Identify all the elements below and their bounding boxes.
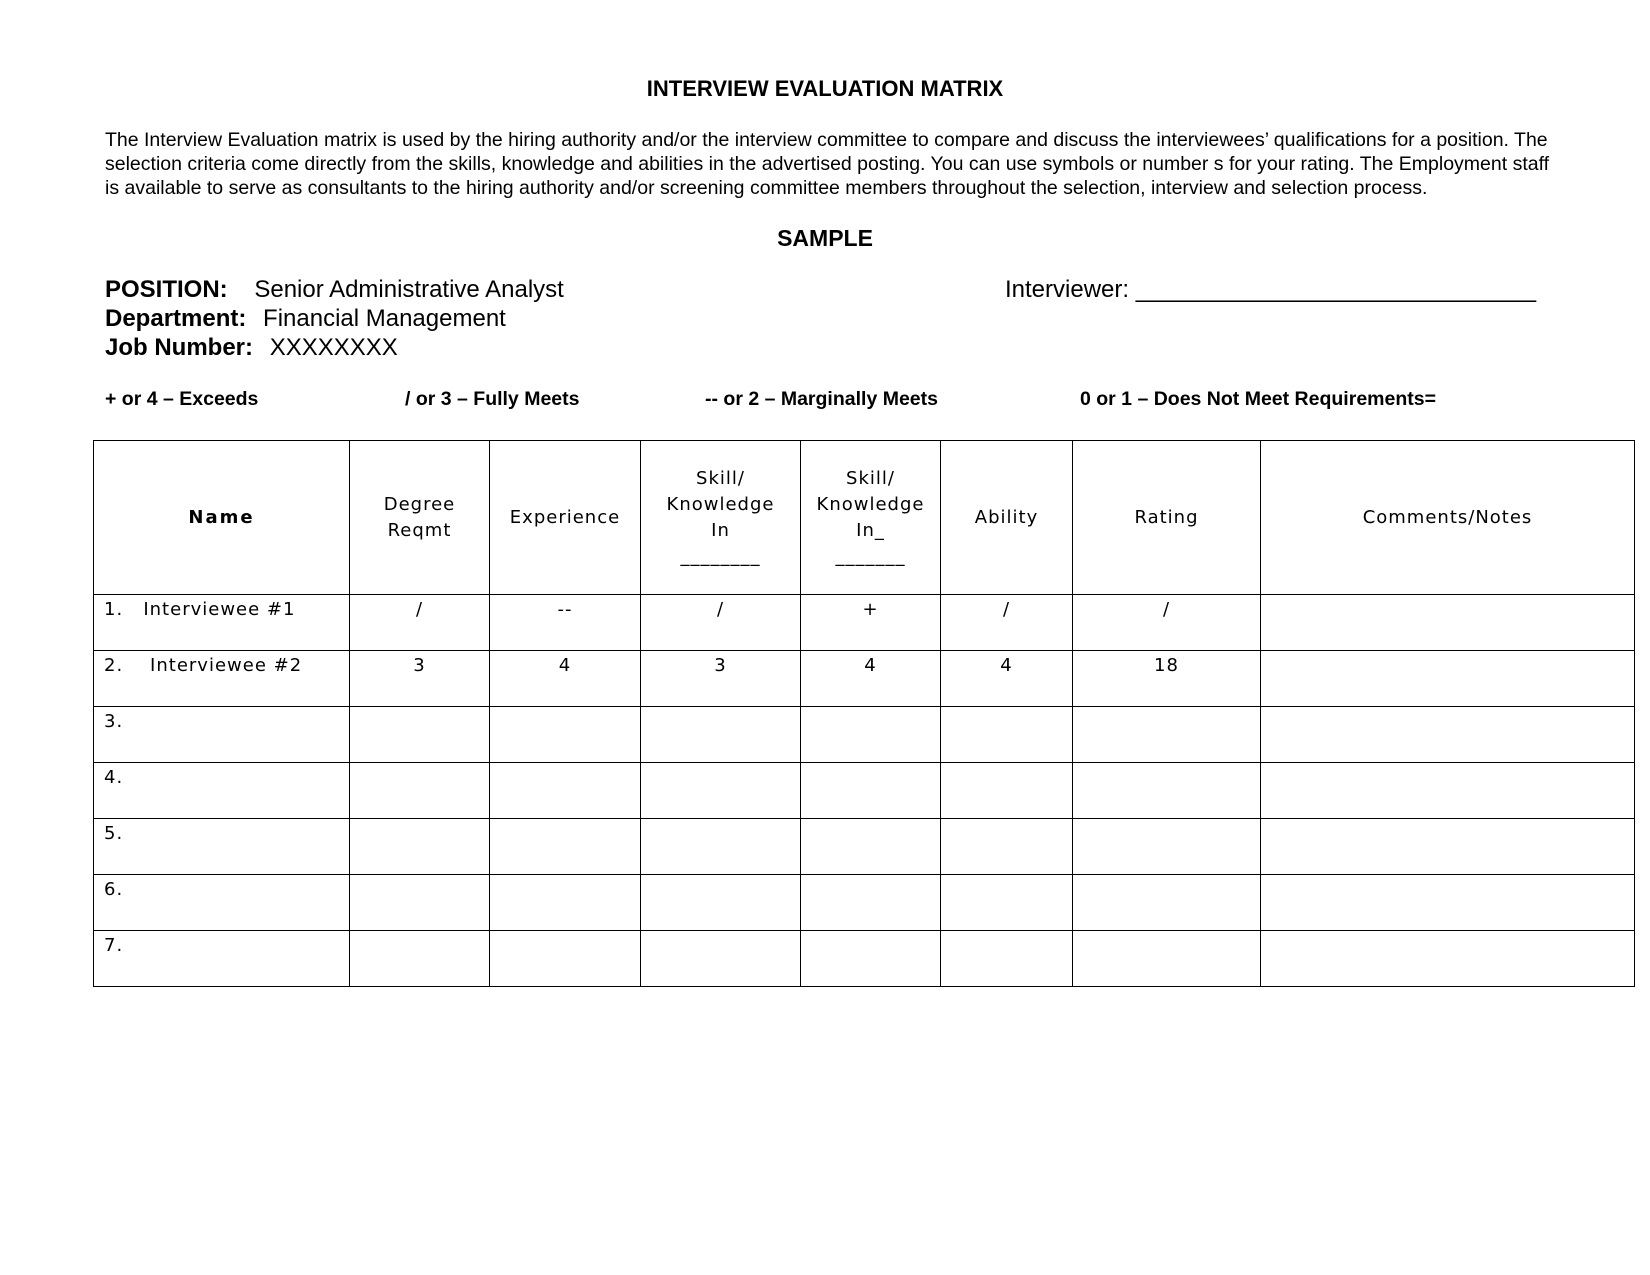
job-number-label: Job Number:: [105, 334, 254, 361]
cell-ability[interactable]: [941, 763, 1073, 819]
cell-experience[interactable]: [490, 931, 641, 987]
cell-skill-2[interactable]: [801, 931, 941, 987]
cell-comments[interactable]: [1261, 819, 1635, 875]
table-row: [94, 763, 1635, 819]
cell-rating[interactable]: [1073, 819, 1261, 875]
cell-skill-2[interactable]: +: [801, 595, 941, 651]
legend-fully-meets: / or 3 – Fully Meets: [405, 388, 580, 410]
header-ability: Ability: [941, 441, 1073, 595]
cell-experience[interactable]: 4: [490, 651, 641, 707]
header-skill-1-line2: Knowledge: [666, 493, 775, 515]
header-skill-1-line1: Skill/: [696, 467, 745, 489]
position-line: [105, 276, 564, 304]
table-row: [94, 875, 1635, 931]
cell-comments[interactable]: [1261, 707, 1635, 763]
cell-skill-1[interactable]: [641, 931, 801, 987]
cell-experience[interactable]: [490, 875, 641, 931]
cell-degree[interactable]: 3: [350, 651, 490, 707]
cell-skill-1[interactable]: [641, 763, 801, 819]
cell-skill-2[interactable]: 4: [801, 651, 941, 707]
document-title: INTERVIEW EVALUATION MATRIX: [646, 76, 1004, 101]
cell-comments[interactable]: [1261, 763, 1635, 819]
evaluation-matrix-table: [93, 440, 1635, 987]
header-rating: Rating: [1073, 441, 1261, 595]
header-degree-line1: Degree: [383, 493, 456, 515]
header-comments: Comments/Notes: [1261, 441, 1635, 595]
cell-experience[interactable]: [490, 763, 641, 819]
cell-skill-1[interactable]: [641, 875, 801, 931]
department-value: Financial Management: [263, 305, 506, 332]
cell-ability[interactable]: [941, 931, 1073, 987]
cell-skill-2[interactable]: [801, 707, 941, 763]
cell-name: 6.: [94, 875, 350, 931]
table-row: [94, 931, 1635, 987]
cell-ability[interactable]: /: [941, 595, 1073, 651]
legend-does-not-meet: 0 or 1 – Does Not Meet Requirements=: [1080, 388, 1436, 410]
interviewer-line: [1005, 276, 1536, 304]
cell-rating[interactable]: [1073, 763, 1261, 819]
header-degree-line2: Reqmt: [387, 519, 452, 541]
job-number-line: [105, 334, 398, 362]
cell-comments[interactable]: [1261, 875, 1635, 931]
cell-skill-1[interactable]: [641, 707, 801, 763]
cell-degree[interactable]: /: [350, 595, 490, 651]
cell-skill-2[interactable]: [801, 875, 941, 931]
cell-comments[interactable]: [1261, 595, 1635, 651]
cell-degree[interactable]: [350, 707, 490, 763]
table-row: [94, 819, 1635, 875]
cell-skill-2[interactable]: [801, 819, 941, 875]
position-label: POSITION:: [105, 276, 228, 303]
cell-ability[interactable]: 4: [941, 651, 1073, 707]
cell-skill-2[interactable]: [801, 763, 941, 819]
header-skill-1: [641, 441, 801, 595]
cell-name: 7.: [94, 931, 350, 987]
cell-skill-1[interactable]: /: [641, 595, 801, 651]
header-name: Name: [94, 441, 350, 595]
cell-degree[interactable]: [350, 875, 490, 931]
cell-rating[interactable]: [1073, 707, 1261, 763]
cell-comments[interactable]: [1261, 931, 1635, 987]
intro-paragraph: The Interview Evaluation matrix is used by the hiring authority and/or the interview committee to compare and discuss the interviewees’ qualifications for a position. The selection criteria come directly from the skills, knowledge and abilities in the advertised posting. You can use symbols or number s for your rating. The Employment staff is available to serve as consultants to the hiring authority and/or screening committee members throughout the selection, interview and selection process.: [105, 129, 1550, 199]
header-skill-2-line2: Knowledge: [816, 493, 925, 515]
legend-exceeds: + or 4 – Exceeds: [105, 388, 259, 410]
header-skill-2-line4: _______: [835, 545, 906, 567]
cell-rating[interactable]: /: [1073, 595, 1261, 651]
cell-ability[interactable]: [941, 875, 1073, 931]
cell-degree[interactable]: [350, 763, 490, 819]
cell-experience[interactable]: --: [490, 595, 641, 651]
header-degree: [350, 441, 490, 595]
legend-marginally-meets: -- or 2 – Marginally Meets: [705, 388, 938, 410]
table-row: [94, 651, 1635, 707]
cell-name: 1. Interviewee #1: [94, 595, 350, 651]
department-label: Department:: [105, 305, 247, 332]
header-skill-2-line3: In_: [856, 519, 885, 541]
cell-name: 3.: [94, 707, 350, 763]
header-experience: Experience: [490, 441, 641, 595]
cell-ability[interactable]: [941, 707, 1073, 763]
table-header-row: [94, 441, 1635, 595]
cell-rating[interactable]: 18: [1073, 651, 1261, 707]
table-row: [94, 707, 1635, 763]
department-line: [105, 305, 506, 333]
cell-experience[interactable]: [490, 819, 641, 875]
cell-experience[interactable]: [490, 707, 641, 763]
cell-rating[interactable]: [1073, 931, 1261, 987]
position-value: Senior Administrative Analyst: [254, 276, 564, 303]
header-skill-2-line1: Skill/: [846, 467, 895, 489]
header-skill-1-line3: In: [711, 519, 730, 541]
cell-degree[interactable]: [350, 819, 490, 875]
job-number-value: XXXXXXXX: [269, 334, 398, 361]
header-skill-2: [801, 441, 941, 595]
cell-degree[interactable]: [350, 931, 490, 987]
cell-comments[interactable]: [1261, 651, 1635, 707]
cell-name: 4.: [94, 763, 350, 819]
cell-name: 2. Interviewee #2: [94, 651, 350, 707]
table-row: [94, 595, 1635, 651]
interviewer-label: Interviewer:: [1005, 276, 1130, 303]
cell-name: 5.: [94, 819, 350, 875]
cell-ability[interactable]: [941, 819, 1073, 875]
sample-label: SAMPLE: [777, 225, 873, 251]
cell-skill-1[interactable]: 3: [641, 651, 801, 707]
cell-rating[interactable]: [1073, 875, 1261, 931]
header-skill-1-line4: ________: [680, 545, 761, 567]
cell-skill-1[interactable]: [641, 819, 801, 875]
interviewer-blank[interactable]: ______________________________: [1135, 276, 1537, 303]
